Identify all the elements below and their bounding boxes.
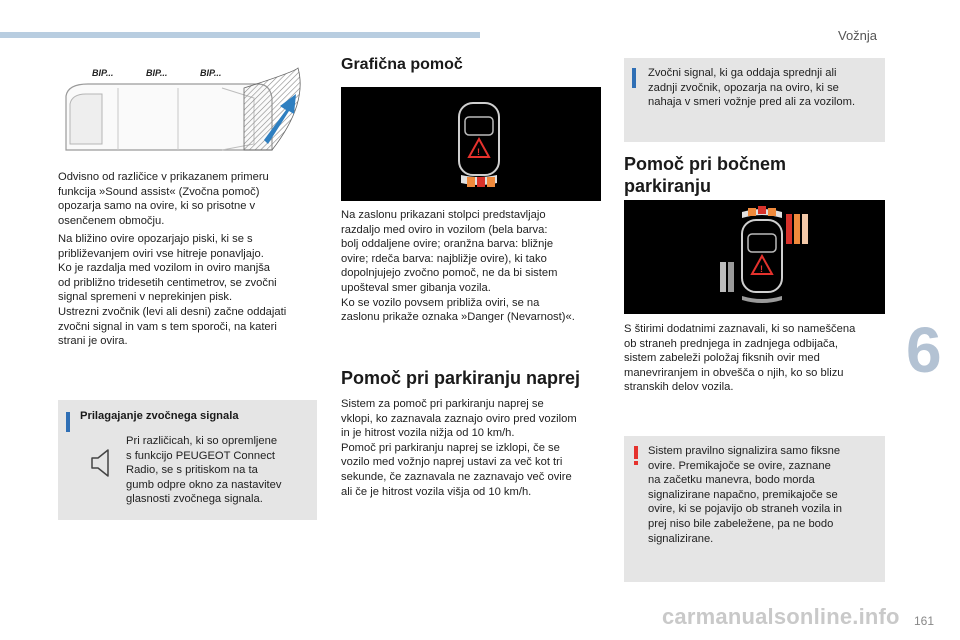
car-side-sensors-display	[624, 200, 885, 314]
warning-text: Sistem pravilno signalizira samo fiksne ovire. Premikajoče se ovire, zaznane na začetku manevra, bodo morda signalizirane napačno, premikajoče se ovire, ki se pojavijo ob straneh vozila in prej niso bile zabeležene, pa ne bodo signalizirane.	[648, 445, 843, 545]
car-top-view-display	[341, 87, 601, 201]
front-parking-title: Pomoč pri parkiranju naprej	[341, 368, 581, 388]
side-parking-title: Pomoč pri bočnem parkiranju	[624, 154, 787, 196]
speaker-info-text: Zvočni signal, ki ga oddaja sprednji ali zadnji zvočnik, opozarja na oviro, ki se nahaja v smeri vožnje pred ali za vozilom.	[648, 67, 856, 109]
watermark: carmanualsonline.info	[662, 604, 900, 629]
graphic-display-image	[341, 87, 601, 201]
speaker-info-box	[624, 58, 885, 142]
beep-description: Na bližino ovire opozarjajo piski, ki se s približevanjem oviri vse hitreje ponavljajo. Ko je razdalja med vozilom in oviro manjša od približno tridesetih centimetrov, se zvočni signal spremeni v neprekinjen pisk. Ustrezni zvočnik (levi ali desni) začne oddajati zvočni signal in vam s tem sporoči, na kateri strani je ovira.	[58, 233, 287, 348]
svg-text:!: !	[477, 147, 480, 157]
page-number: 161	[914, 614, 935, 628]
beep-label: BIP...	[146, 68, 168, 78]
warning-icon	[632, 446, 640, 466]
header-bar	[0, 32, 480, 38]
side-parking-text: S štirimi dodatnimi zaznavali, ki so nameščena ob straneh prednjega in zadnjega odbijača, sistem zabeleži položaj fiksnih ovir med manevriranjem in obvešča o njih, ko so blizu stranskih delov vozila.	[624, 323, 856, 394]
graphic-assist-text: Na zaslonu prikazani stolpci predstavljajo razdaljo med oviro in vozilom (bela barva: bolj oddaljene ovire; oranžna barva: bližnje ovire; rdeča barva: najbližje ovire), ki tako dopolnjujejo zvočno pomoč, ne da bi sistem upošteval smer gibanja vozila. Ko se vozilo povsem približa oviri, se na zaslonu prikaže oznaka »Danger (Nevarnost)«.	[341, 209, 575, 324]
info-icon	[66, 412, 70, 432]
beep-label: BIP...	[92, 68, 114, 78]
graphic-assist-title: Grafična pomoč	[341, 56, 463, 73]
info-box-title: Prilagajanje zvočnega signala	[80, 410, 239, 422]
speaker-icon	[90, 448, 114, 478]
sound-assist-text: Odvisno od različice v prikazanem primeru funkcija »Sound assist« (Zvočna pomoč) opozarja samo na ovire, ki so prisotne v osenčenem območju.	[58, 171, 269, 227]
svg-text:!: !	[760, 264, 763, 274]
chapter-number: 6	[906, 314, 942, 386]
front-parking-text: Sistem za pomoč pri parkiranju naprej se vklopi, ko zaznavala zaznajo oviro pred vozilom in je hitrost vozila nižja od 10 km/h. Pomoč pri parkiranju naprej se izklopi, če se vozilo med vožnjo naprej ustavi za več kot tri sekunde, če zaznavala ne zaznavajo več ovire ali če je hitrost vozila višja od 10 km/h.	[341, 398, 577, 498]
volume-info-box	[58, 400, 317, 520]
warning-box	[624, 436, 885, 582]
sound-assist-illustration	[58, 58, 316, 160]
side-parking-image	[624, 200, 885, 314]
info-box-text: Pri različicah, ki so opremljene s funkcijo PEUGEOT Connect Radio, se s pritiskom na ta gumb odpre okno za nastavitev glasnosti zvočnega signala.	[126, 435, 282, 506]
beep-label: BIP...	[200, 68, 222, 78]
section-title: Vožnja	[838, 28, 878, 43]
info-icon	[632, 68, 636, 88]
